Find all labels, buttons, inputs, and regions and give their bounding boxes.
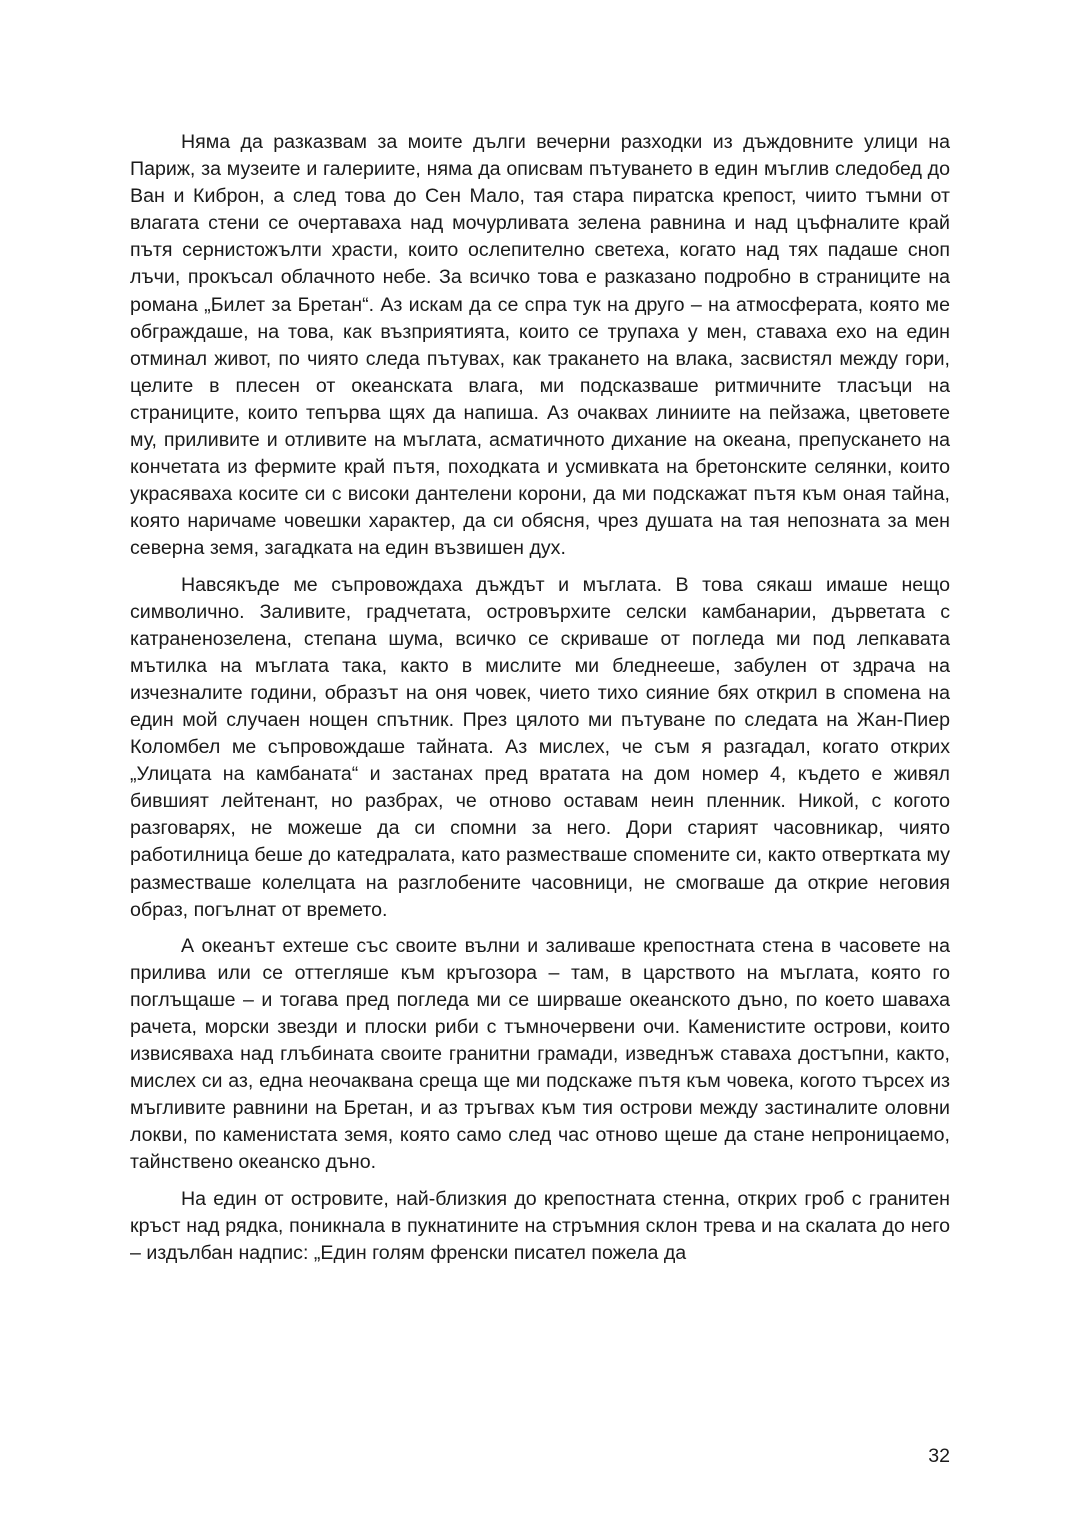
paragraph-3: А океанът ехтеше със своите вълни и заливаше крепостната стена в часовете на прилива или се оттегляше към кръгозора – там, в царството на мъглата, която го поглъщаше – и тогава пред погледа ми се ширваше океанското дъно, по което шаваха рачета, морски звезди и плоски риби с тъмночервени очи. Каменистите острови, които извисяваха над глъбината своите гранитни грамади, изведнъж ставаха достъпни, както, мислех си аз, една неочаквана среща ще ми подскаже пътя към човека, когото търсех из мъгливите равнини на Бретан, и аз тръгвах към тия острови между застиналите оловни локви, по каменистата земя, която само след час отново щеше да стане непроницаемо, тайнствено океанско дъно.	[130, 934, 950, 1174]
paragraph-1: Няма да разказвам за моите дълги вечерни разходки из дъждовните улици на Париж, за музеите и галериите, няма да описвам пътуването в един мъглив следобед до Ван и Киброн, а след това до Сен Мало, тая стара пиратска крепост, чиито тъмни от влагата стени се очертаваха над мочурливата зелена равнина и над цъфналите край пътя сернистожълти храсти, които ослепително светеха, когато над тях падаше сноп лъчи, прокъсал облачното небе. За всичко това е разказано подробно в страниците на романа „Билет за Бретан“. Аз искам да се спра тук на друго – на атмосферата, която ме обграждаше, на това, как възприятията, които се трупаха у мен, ставаха ехо на един отминал живот, по чиято следа пътувах, как тракането на влака, засвистял между гори, целите в плесен от океанската влага, ми подсказваше ритмичните тласъци на страниците, които тепърва щях да напиша. Аз очаквах линиите на пейзажа, цветовете му, приливите и отливите на мъглата, асматичното дихание на океана, препускането на кончетата из фермите край пътя, походката и усмивката на бретонските селянки, които украсяваха косите си с високи дантелени корони, да ми подскажат пътя към оная тайна, която наричаме човешки характер, да си обясня, чрез душата на тая непозната за мен северна земя, загадката на един възвишен дух.	[130, 131, 950, 560]
paragraph-4: На един от островите, най-близкия до крепостната стенна, открих гроб с гранитен кръст над рядка, поникнала в пукнатините на стръмния склон трева и на скалата до него – издълбан надпис: „Един голям френски писател пожела да	[130, 1187, 950, 1264]
page-number: 32	[928, 1445, 950, 1467]
body-text	[130, 129, 950, 1276]
paragraph-2: Навсякъде ме съпровождаха дъждът и мъглата. В това сякаш имаше нещо символично. Заливите, градчетата, островърхите селски камбанарии, дърветата с катраненозелена, степана шума, всичко се скриваше от погледа ми под лепкавата мътилка на мъглата така, както в мислите ми бледнееше, забулен от здрача на изчезналите години, образът на оня човек, чието тихо сияние бях открил в спомена на един мой случаен нощен спътник. През цялото ми пътуване по следата на Жан-Пиер Коломбел ме съпровождаше тайната. Аз мислех, че съм я разгадал, когато открих „Улицата на камбаната“ и застанах пред вратата на дом номер 4, където е живял бившият лейтенант, но разбрах, че отново оставам неин пленник. Никой, с когото разговарях, не можеше да си спомни за него. Дори старият часовникар, чиято работилница беше до катедралата, като разместваше спомените си, както отвертката му разместваше колелцата на разглобените часовници, не смогваше да открие неговия образ, погълнат от времето.	[130, 573, 950, 921]
